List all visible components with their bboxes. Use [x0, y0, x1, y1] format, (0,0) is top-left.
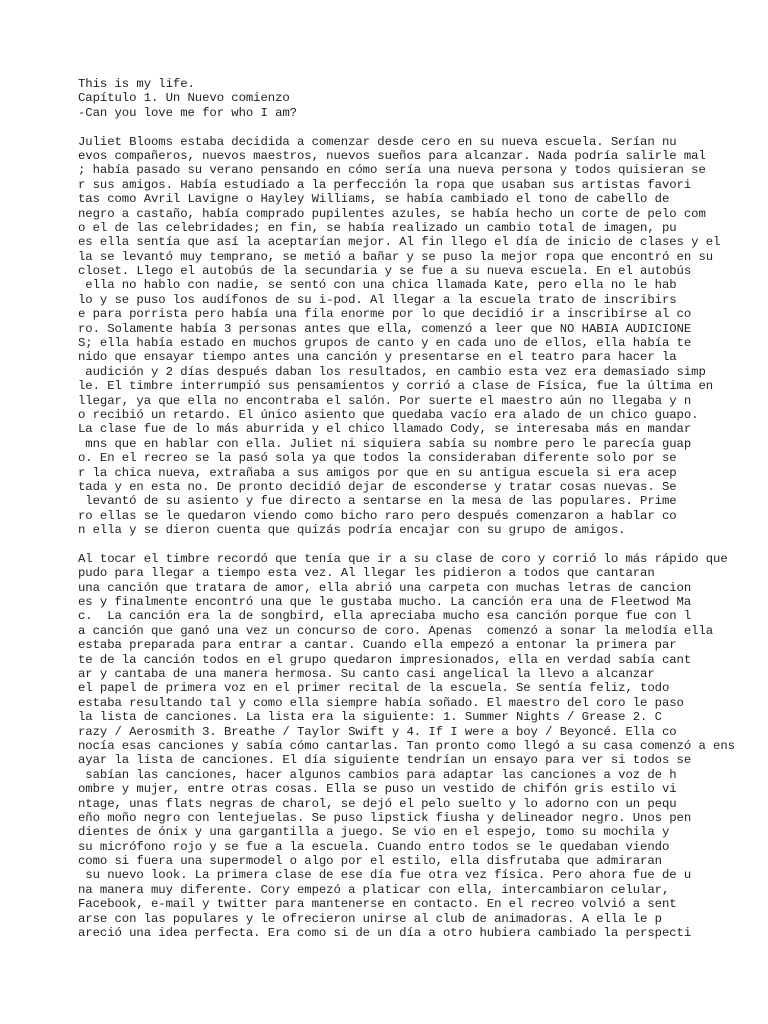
text-line: pudo para llegar a tiempo esta vez. Al llegar les pidieron a todos que cantaran — [78, 566, 655, 581]
text-line: n ella y se dieron cuenta que quizás podría encajar con su grupo de amigos. — [78, 523, 626, 538]
text-line: una canción que tratara de amor, ella abrió una carpeta con muchas letras de cancion — [78, 580, 692, 595]
text-line: ro ellas se le quedaron viendo como bicho raro pero después comenzaron a hablar co — [78, 508, 677, 523]
chapter-subtitle: -Can you love me for who I am? — [78, 105, 297, 120]
text-line: dientes de ónix y una gargantilla a juego. Se vio en el espejo, tomo su mochila y — [78, 825, 670, 840]
paragraph-2 — [78, 552, 768, 941]
text-line: mns que en hablar con ella. Juliet ni siquiera sabía su nombre pero le parecía guap — [78, 436, 692, 451]
text-line: llegar, ya que ella no encontraba el salón. Por suerte el maestro aún no llegaba y n — [78, 393, 692, 408]
text-line: r la chica nueva, extrañaba a sus amigos por que en su antigua escuela si era acep — [78, 465, 677, 480]
text-line: ar y cantaba de una manera hermosa. Su canto casi angelical la llevo a alcanzar — [78, 667, 655, 682]
text-line: Facebook, e-mail y twitter para mantenerse en contacto. En el recreo volvió a sent — [78, 897, 677, 912]
text-line: su nuevo look. La primera clase de ese día fue otra vez física. Pero ahora fue de u — [78, 868, 692, 883]
text-line: arse con las populares y le ofrecieron unirse al club de animadoras. A ella le p — [78, 911, 662, 926]
text-line: tas como Avril Lavigne o Hayley Williams, se había cambiado el tono de cabello de — [78, 192, 670, 207]
text-line: levantó de su asiento y fue directo a sentarse en la mesa de las populares. Prime — [78, 494, 677, 509]
text-line: Juliet Blooms estaba decidida a comenzar desde cero en su nueva escuela. Serían nu — [78, 134, 677, 149]
text-line: ombre y mujer, entre otras cosas. Ella se puso un vestido de chifón gris estilo vi — [78, 782, 677, 797]
text-line: te de la canción todos en el grupo quedaron impresionados, ella en verdad sabía cant — [78, 652, 692, 667]
text-line: closet. Llego el autobús de la secundaria y se fue a su nueva escuela. En el autobús — [78, 264, 692, 279]
text-line: o el de las celebridades; en fin, se había realizado un cambio total de imagen, pu — [78, 220, 677, 235]
text-line: Al tocar el timbre recordó que tenía que ir a su clase de coro y corrió lo más rápido que — [78, 551, 728, 566]
text-line: lo y se puso los audífonos de su i-pod. Al llegar a la escuela trato de inscribirs — [78, 292, 677, 307]
text-line: o. En el recreo se la pasó sola ya que todos la consideraban diferente solo por se — [78, 451, 677, 466]
text-line: La clase fue de lo más aburrida y el chico llamado Cody, se interesaba más en mandar — [78, 422, 692, 437]
chapter-title: Capítulo 1. Un Nuevo comienzo — [78, 91, 290, 106]
text-line: su micrófono rojo y se fue a la escuela. Cuando entro todos se le quedaban viendo — [78, 839, 670, 854]
text-line: areció una idea perfecta. Era como si de un día a otro hubiera cambiado la perspecti — [78, 926, 692, 941]
text-line: razy / Aerosmith 3. Breathe / Taylor Swift y 4. If I were a boy / Beyoncé. Ella co — [78, 724, 677, 739]
text-line: e para porrista pero había una fila enorme por lo que decidió ir a inscribirse al co — [78, 307, 692, 322]
text-line: S; ella había estado en muchos grupos de canto y en cada uno de ellos, ella había te — [78, 336, 692, 351]
text-line: la se levantó muy temprano, se metió a bañar y se puso la mejor ropa que encontró en su — [78, 249, 714, 264]
story-title: This is my life. — [78, 77, 195, 91]
text-line: la lista de canciones. La lista era la siguiente: 1. Summer Nights / Grease 2. C — [78, 710, 662, 725]
text-line: le. El timbre interrumpió sus pensamientos y corrió a clase de Física, fue la última en — [78, 379, 714, 394]
paragraph-gap — [78, 538, 768, 552]
document-text — [78, 77, 768, 940]
text-line: negro a castaño, había comprado pupilentes azules, se había hecho un corte de pelo com — [78, 206, 706, 221]
text-line: nocía esas canciones y sabía cómo cantarlas. Tan pronto como llegó a su casa comenzó a ens — [78, 738, 735, 753]
document-header — [78, 77, 768, 120]
text-line: o recibió un retardo. El único asiento que quedaba vacío era alado de un chico guapo. — [78, 407, 699, 422]
text-line: el papel de primera voz en el primer recital de la escuela. Se sentía feliz, todo — [78, 681, 670, 696]
paragraph-gap — [78, 120, 768, 134]
text-line: r sus amigos. Había estudiado a la perfección la ropa que usaban sus artistas favori — [78, 177, 692, 192]
text-line: eño moño negro con lentejuelas. Se puso lipstick fiusha y delineador negro. Unos pen — [78, 810, 692, 825]
text-line: ntage, unas flats negras de charol, se dejó el pelo suelto y lo adorno con un pequ — [78, 796, 677, 811]
text-line: sabían las canciones, hacer algunos cambios para adaptar las canciones a voz de h — [78, 767, 677, 782]
text-line: ; había pasado su verano pensando en cómo sería una nueva persona y todos quisieran se — [78, 163, 706, 178]
text-line: evos compañeros, nuevos maestros, nuevos sueños para alcanzar. Nada podría salirle mal — [78, 148, 706, 163]
text-line: audición y 2 días después daban los resultados, en cambio esta vez era demasiado simp — [78, 364, 706, 379]
text-line: a canción que ganó una vez un concurso de coro. Apenas comenzó a sonar la melodía ella — [78, 623, 714, 638]
text-line: como si fuera una supermodel o algo por el estilo, ella disfrutaba que admiraran — [78, 854, 662, 869]
text-line: tada y en esta no. De pronto decidió dejar de esconderse y tratar cosas nuevas. Se — [78, 479, 677, 494]
text-line: estaba preparada para entrar a cantar. Cuando ella empezó a entonar la primera par — [78, 638, 677, 653]
paragraph-1 — [78, 135, 768, 538]
text-line: estaba resultando tal y como ella siempre había soñado. El maestro del coro le paso — [78, 695, 684, 710]
text-line: es ella sentía que así la aceptarían mejor. Al fin llego el día de inicio de clases y el — [78, 235, 721, 250]
text-line: ro. Solamente había 3 personas antes que ella, comenzó a leer que NO HABIA AUDICIONE — [78, 321, 692, 336]
text-line: na manera muy diferente. Cory empezó a platicar con ella, intercambiaron celular, — [78, 882, 670, 897]
text-line: c. La canción era la de songbird, ella apreciaba mucho esa canción porque fue con l — [78, 609, 692, 624]
text-line: ayar la lista de canciones. El día siguiente tendrían un ensayo para ver si todos se — [78, 753, 692, 768]
text-line: es y finalmente encontró una que le gustaba mucho. La canción era una de Fleetwod Ma — [78, 595, 692, 610]
text-line: ella no hablo con nadie, se sentó con una chica llamada Kate, pero ella no le hab — [78, 278, 677, 293]
text-line: nido que ensayar tiempo antes una canción y presentarse en el teatro para hacer la — [78, 350, 677, 365]
